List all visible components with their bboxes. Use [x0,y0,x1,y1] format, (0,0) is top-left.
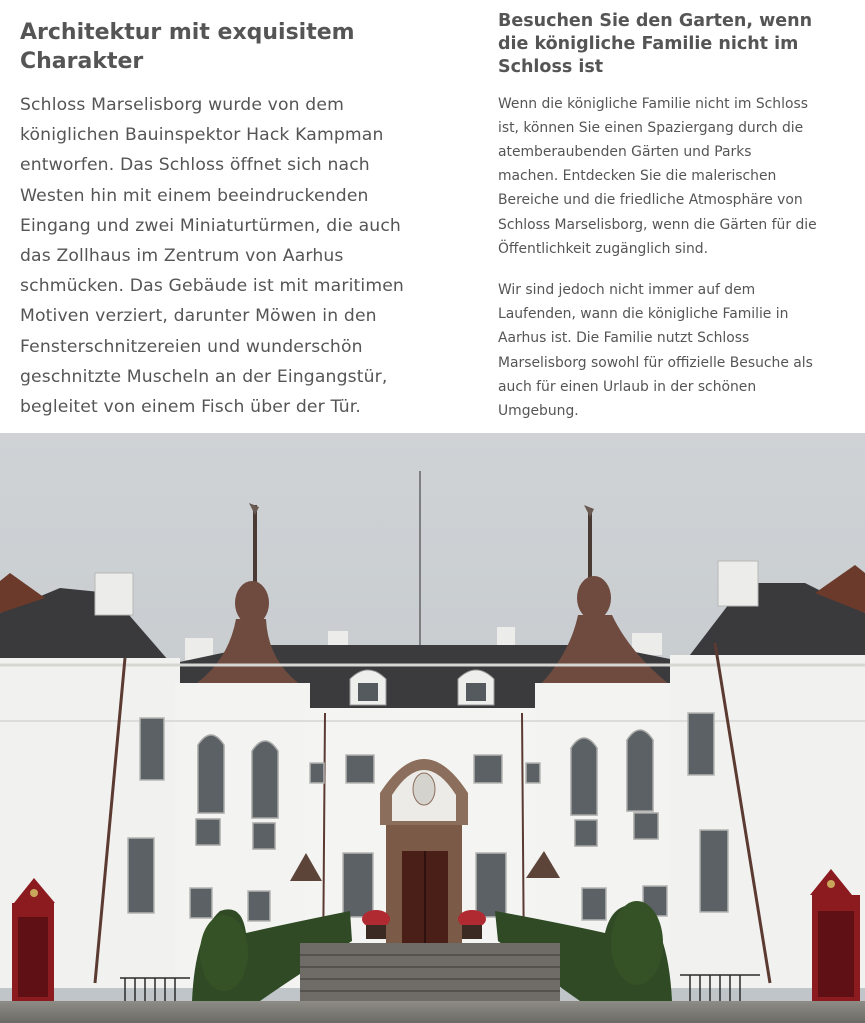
dormer [350,670,386,705]
text-line: begleitet von einem Fisch über der Tür. [20,397,362,418]
garden-section [498,10,848,440]
text-line: Aarhus ist. Die Familie nutzt Schloss [498,330,750,347]
castle-photo [0,433,865,1023]
window [571,738,597,815]
text-line: Schloss Marselisborg wurde von dem [20,95,344,115]
window [627,730,653,811]
entrance-stairs [300,943,560,1003]
text-line: das Zollhaus im Zentrum von Aarhus [20,246,344,267]
text-line: königlichen Bauinspektor Hack Kampman [20,125,384,146]
window [128,838,154,913]
window [248,891,270,921]
window [343,853,373,917]
window [196,819,220,845]
architecture-paragraph [20,90,460,422]
window [253,823,275,849]
text-line: Umgebung. [498,403,579,420]
heading-line: die königliche Familie nicht im [498,34,799,55]
window [198,735,224,813]
text-line: machen. Entdecken Sie die malerischen [498,168,777,185]
text-line: Öffentlichkeit zugänglich sind. [498,240,709,257]
text-line: Westen hin mit einem beeindruckenden [20,185,369,206]
flower-pot [362,910,390,939]
text-line: entworfen. Das Schloss öffnet sich nach [20,155,370,176]
heading-line: Besuchen Sie den Garten, wenn [498,11,813,31]
garden-heading [498,10,848,80]
text-line: Wir sind jedoch nicht immer auf dem [498,282,756,299]
hedge [200,915,248,991]
garden-paragraph-2 [498,278,848,423]
window [310,763,324,783]
text-line: atemberaubenden Gärten und Parks [498,144,752,161]
window [252,741,278,818]
window [688,713,714,775]
text-line: ist, können Sie einen Spaziergang durch die [498,119,804,136]
window [526,763,540,783]
text-line: Wenn die königliche Familie nicht im Schloss [498,95,808,112]
architecture-heading [20,18,460,76]
text-line: Eingang und zwei Miniaturtürmen, die auch [20,215,401,236]
heading-line: Architektur mit exquisitem [20,20,355,45]
flower-pot [458,910,486,939]
text-line: Marselisborg sowohl für offizielle Besuche als [498,354,813,371]
text-line: geschnitzte Muscheln an der Eingangstür, [20,366,388,387]
hedge [611,901,663,985]
window [346,755,374,783]
text-line: Schloss Marselisborg, wenn die Gärten für die [498,216,817,233]
gravel-courtyard [0,1001,865,1023]
chimney [632,633,662,655]
window [140,718,164,780]
window [474,755,502,783]
window [634,813,658,839]
window [476,853,506,917]
text-line: Laufenden, wann die königliche Familie in [498,306,789,323]
window [582,888,606,920]
window [575,820,597,846]
window [190,888,212,918]
architecture-section [20,18,460,422]
chimney [95,573,133,615]
chimney [718,561,758,606]
text-line: Motiven verziert, darunter Möwen in den [20,306,377,327]
dormer [458,670,494,705]
text-line: schmücken. Das Gebäude ist mit maritimen [20,276,404,297]
text-line: Bereiche und die friedliche Atmosphäre von [498,192,803,209]
garden-paragraph-1 [498,92,848,261]
window [700,830,728,912]
text-line: auch für einen Urlaub in der schönen [498,378,757,395]
entrance-portal [380,759,468,943]
heading-line: Charakter [20,49,144,74]
heading-line: Schloss ist [498,57,604,78]
text-line: Fensterschnitzereien und wunderschön [20,336,363,357]
